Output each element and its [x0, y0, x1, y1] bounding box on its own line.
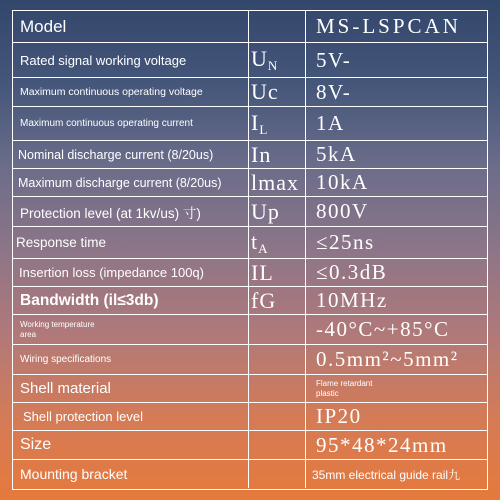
spec-row-working-temperature	[13, 314, 487, 344]
spec-label: Working temperature area	[20, 319, 95, 339]
spec-label-cell	[13, 375, 249, 402]
spec-row-response-time	[13, 226, 487, 258]
spec-label-cell	[13, 259, 249, 286]
spec-value: 95*48*24mm	[316, 432, 448, 457]
spec-row-insertion-loss	[13, 258, 487, 286]
spec-label-cell	[13, 141, 249, 168]
spec-value: 5kA	[316, 142, 357, 166]
spec-symbol-cell	[249, 259, 306, 286]
spec-symbol-main: I	[251, 109, 260, 135]
spec-row-mounting-bracket	[13, 459, 487, 488]
spec-symbol-main: U	[251, 46, 268, 71]
spec-symbol-cell	[249, 227, 306, 258]
spec-row-max-continuous-voltage	[13, 77, 487, 106]
spec-symbol-cell	[249, 460, 306, 488]
spec-label-cell	[13, 227, 249, 258]
spec-row-rated-signal-voltage	[13, 42, 487, 77]
spec-value-cell	[306, 259, 487, 286]
spec-symbol	[251, 46, 277, 74]
spec-symbol: Up	[251, 198, 280, 224]
spec-value: 8V-	[316, 79, 352, 104]
spec-label-cell	[13, 431, 249, 459]
spec-symbol-cell	[249, 287, 306, 314]
spec-label-cell	[13, 287, 249, 314]
spec-label-cell	[13, 107, 249, 140]
spec-label: Maximum continuous operating current	[20, 118, 193, 129]
spec-value-cell	[306, 169, 487, 196]
spec-symbol: lmax	[251, 169, 299, 195]
spec-symbol-cell	[249, 345, 306, 374]
spec-label-cell	[13, 345, 249, 374]
spec-value: 10kA	[316, 170, 369, 194]
spec-symbol-cell	[249, 141, 306, 168]
spec-symbol-cell	[249, 197, 306, 226]
spec-label-cell	[13, 11, 249, 42]
spec-row-max-continuous-current	[13, 106, 487, 140]
spec-value: ≤0.3dB	[316, 260, 388, 284]
spec-symbol-cell	[249, 431, 306, 459]
spec-symbol-subscript: L	[259, 121, 268, 137]
spec-row-wiring-specifications	[13, 344, 487, 374]
spec-row-bandwidth	[13, 286, 487, 314]
model-value: MS-LSPCAN	[316, 14, 461, 38]
spec-label-cell	[13, 78, 249, 106]
spec-label: Wiring specifications	[20, 354, 112, 365]
spec-symbol-cell	[249, 315, 306, 344]
spec-label: Protection level (at 1kv/us) 寸)	[20, 205, 201, 221]
spec-value-cell	[306, 375, 487, 402]
spec-value: 800V	[316, 199, 369, 223]
spec-symbol	[251, 110, 267, 138]
spec-label-cell	[13, 315, 249, 344]
spec-row-shell-protection-level	[13, 402, 487, 430]
spec-symbol: IL	[251, 259, 274, 285]
spec-row-max-discharge-current	[13, 168, 487, 196]
spec-label: Mounting bracket	[20, 466, 128, 482]
spec-symbol: In	[251, 141, 272, 167]
spec-value-cell	[306, 227, 487, 258]
spec-label: Response time	[16, 235, 107, 250]
spec-value: 10MHz	[316, 288, 388, 312]
spec-symbol-cell	[249, 169, 306, 196]
spec-label: Shell protection level	[23, 409, 143, 424]
spec-value-cell	[306, 197, 487, 226]
spec-value-cell	[306, 78, 487, 106]
spec-label: Insertion loss (impedance 100q)	[19, 265, 204, 280]
spec-value-cell	[306, 107, 487, 140]
spec-label: Maximum discharge current (8/20us)	[18, 175, 222, 190]
spec-value-cell	[306, 287, 487, 314]
spec-value: ≤25ns	[316, 230, 375, 254]
spec-symbol	[251, 229, 268, 257]
spec-value-cell	[306, 43, 487, 77]
spec-table	[12, 10, 488, 490]
spec-label: Maximum continuous operating voltage	[20, 86, 203, 98]
spec-label: Rated signal working voltage	[20, 52, 187, 68]
spec-label: Size	[20, 436, 52, 453]
model-label: Model	[20, 16, 67, 36]
spec-value-cell	[306, 11, 487, 42]
spec-symbol-cell	[249, 78, 306, 106]
spec-symbol: Uc	[251, 79, 279, 104]
spec-value: 1A	[316, 111, 345, 135]
spec-row-protection-level	[13, 196, 487, 226]
spec-row-model	[13, 11, 487, 42]
spec-symbol-cell	[249, 11, 306, 42]
spec-symbol-main: t	[251, 228, 259, 254]
spec-row-shell-material	[13, 374, 487, 402]
spec-label-cell	[13, 43, 249, 77]
spec-value-cell	[306, 315, 487, 344]
spec-row-nominal-discharge-current	[13, 140, 487, 168]
spec-symbol-cell	[249, 375, 306, 402]
spec-symbol-cell	[249, 43, 306, 77]
spec-label: Nominal discharge current (8/20us)	[18, 147, 214, 162]
spec-label-cell	[13, 169, 249, 196]
spec-value: Flame retardant plastic	[316, 378, 373, 398]
spec-label: Shell material	[20, 380, 111, 397]
spec-value: 35mm electrical guide rail九	[312, 467, 461, 482]
spec-value: 0.5mm²~5mm²	[316, 347, 459, 371]
spec-label: Bandwidth (il≤3db)	[20, 291, 159, 309]
spec-symbol-cell	[249, 403, 306, 430]
spec-value: IP20	[316, 404, 362, 428]
spec-value-cell	[306, 345, 487, 374]
spec-value-cell	[306, 141, 487, 168]
spec-label-cell	[13, 403, 249, 430]
spec-row-size	[13, 430, 487, 459]
spec-symbol-subscript: A	[258, 240, 268, 256]
spec-value-cell	[306, 460, 487, 488]
spec-value: 5V-	[316, 47, 352, 72]
spec-value-cell	[306, 431, 487, 459]
spec-label-cell	[13, 460, 249, 488]
spec-value-cell	[306, 403, 487, 430]
spec-symbol-cell	[249, 107, 306, 140]
spec-symbol-subscript: N	[267, 58, 278, 73]
spec-value: -40°C~+85°C	[316, 317, 450, 341]
spec-label-cell	[13, 197, 249, 226]
spec-symbol: fG	[251, 287, 277, 313]
